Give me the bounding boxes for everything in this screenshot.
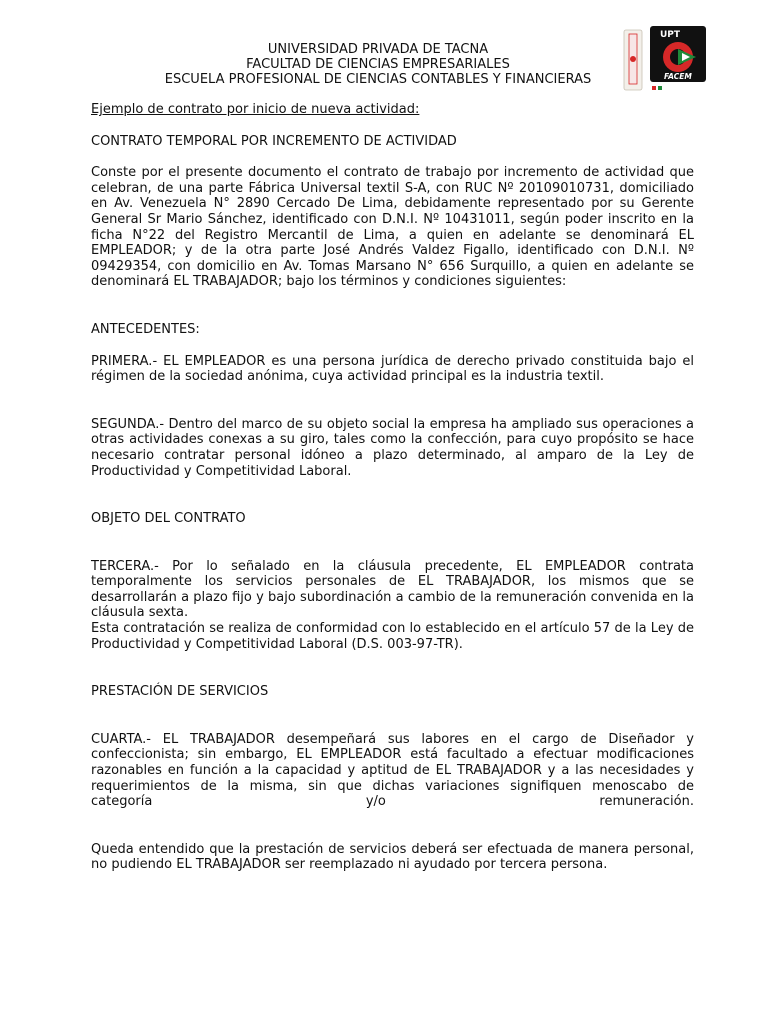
personal-service-paragraph: Queda entendido que la prestación de servicios deberá ser efectuada de manera personal, no pudiendo EL TRABAJADOR ser reemplazado ni ayudado por tercera persona. [91, 841, 694, 873]
antecedentes-heading: ANTECEDENTES: [91, 321, 200, 337]
clause-tercera-continuation: Esta contratación se realiza de conformidad con lo establecido en el artículo 57 de la Ley de Productividad y Competitividad Laboral (D.S. 003-97-TR). [91, 621, 694, 652]
spacer [91, 810, 694, 842]
university-name: UNIVERSIDAD PRIVADA DE TACNA [267, 42, 489, 57]
spacer [91, 149, 694, 165]
clause-cuarta: CUARTA.- EL TRABAJADOR desempeñará sus labores en el cargo de Diseñador y confeccionista; sin embargo, EL EMPLEADOR está facultado a efectuar modificaciones razonables en función a la capacidad y aptitud de EL TRABAJADOR y a las necesidades y requerimientos de la misma, sin que dichas variaciones signifiquen menoscabo de categoría y/o remuneración. [91, 731, 694, 810]
spacer [91, 479, 694, 511]
faculty-name: FACULTAD DE CIENCIAS EMPRESARIALES [246, 57, 510, 72]
clause-tercera: TERCERA.- Por lo señalado en la cláusula precedente, EL EMPLEADOR contrata temporalmente los servicios personales de EL TRABAJADOR, los mismos que se desarrollarán a plazo fijo y bajo subordinación a cambio de la remuneración convenida en la cláusula sexta. [91, 558, 694, 621]
school-name: ESCUELA PROFESIONAL DE CIENCIAS CONTABLES Y FINANCIERAS [164, 72, 592, 87]
spacer [91, 290, 694, 322]
upt-facem-logo [622, 24, 708, 94]
spacer [91, 385, 694, 417]
clause-segunda: SEGUNDA.- Dentro del marco de su objeto social la empresa ha ampliado sus operaciones a otras actividades conexas a su giro, tales como la confección, para cuyo propósito se hace necesario contratar personal idóneo a plazo determinado, al amparo de la Ley de Productividad y Competitividad Laboral. [91, 416, 694, 479]
contract-intro-paragraph: Conste por el presente documento el contrato de trabajo por incremento de actividad que celebran, de una parte Fábrica Universal textil S-A, con RUC Nº 20109010731, domiciliado en Av. Venezuela N° 2890 Cercado De Lima, debidamente representado por su Gerente General Sr Mario Sánchez, identificado con D.N.I. Nº 10431011, según poder inscrito en la ficha N°22 del Registro Mercantil de Lima, a quien en adelante se denominará EL EMPLEADOR; y de la otra parte José Andrés Valdez Figallo, identificado con D.N.I. Nº 09429354, con domicilio en Av. Tomas Marsano N° 656 Surquillo, a quien en adelante se denominará EL TRABAJADOR; bajo los términos y condiciones siguientes: [91, 165, 694, 290]
clause-primera: PRIMERA.- EL EMPLEADOR es una persona jurídica de derecho privado constituida bajo el régimen de la sociedad anónima, cuya actividad principal es la industria textil. [91, 353, 694, 385]
document-body [91, 102, 694, 873]
spacer [91, 338, 694, 354]
spacer [91, 652, 694, 684]
contract-title: CONTRATO TEMPORAL POR INCREMENTO DE ACTIVIDAD [91, 133, 457, 149]
spacer [91, 527, 694, 559]
logo-bottom-text: FACEM [664, 72, 692, 81]
prestacion-heading: PRESTACIÓN DE SERVICIOS [91, 684, 269, 700]
objeto-heading: OBJETO DEL CONTRATO [91, 511, 246, 527]
example-title: Ejemplo de contrato por inicio de nueva actividad: [91, 102, 420, 117]
document-header [90, 42, 666, 87]
spacer [91, 700, 694, 732]
logo-top-text: UPT [660, 30, 681, 40]
spacer [91, 118, 694, 134]
